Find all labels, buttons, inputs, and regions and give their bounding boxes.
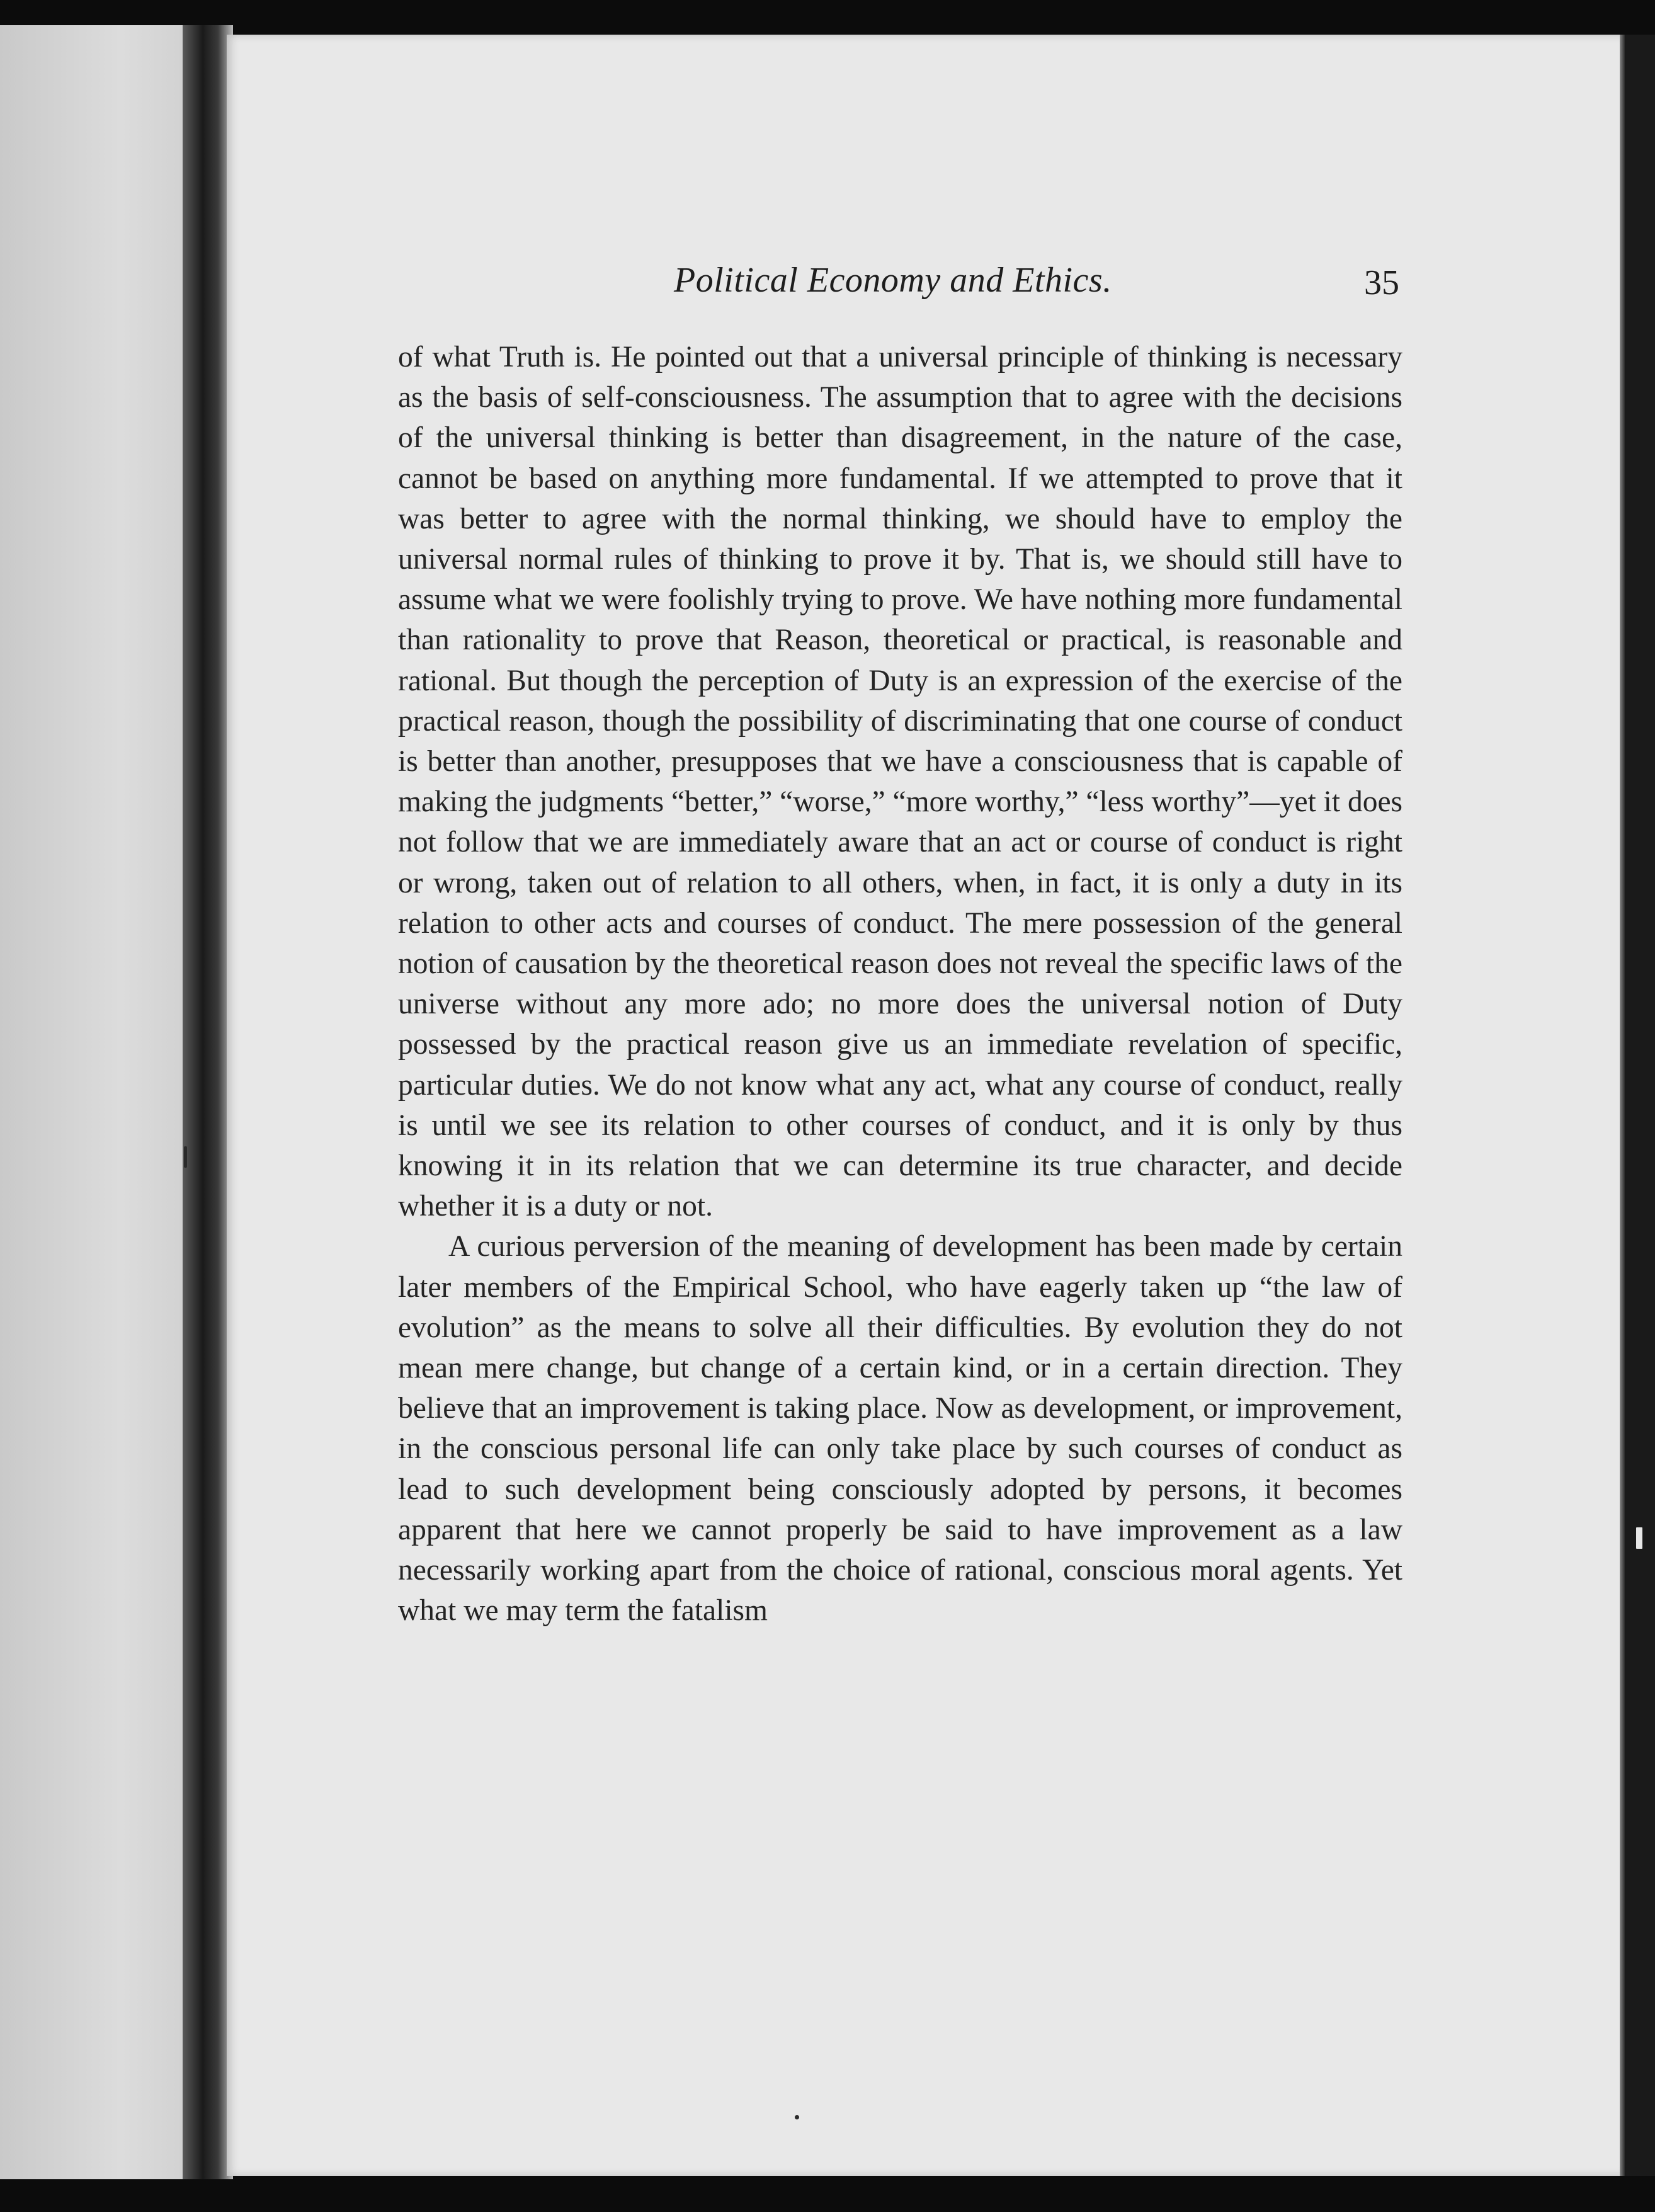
body-text xyxy=(398,337,1402,1631)
print-speck xyxy=(795,2115,799,2119)
running-title: Political Economy and Ethics. xyxy=(674,261,1112,300)
page-edge-line xyxy=(1620,35,1625,2176)
scan-border-right xyxy=(1625,35,1655,2176)
book-gutter xyxy=(183,25,233,2179)
print-speck xyxy=(1636,1527,1642,1549)
print-speck xyxy=(184,1146,187,1168)
left-page-edge xyxy=(0,25,202,2179)
paragraph-2: A curious perversion of the meaning of development has been made by certain later members of the Empirical School, who have eagerly taken up “the law of evolution” as the means to solve all their difficulties. By evolution they do not mean mere change, but change of a certain kind, or in a certain direction. They believe that an improvement is taking place. Now as development, or improvement, in the conscious personal life can only take place by such courses of conduct as lead to such development being consciously adopted by persons, it becomes apparent that here we cannot properly be said to have improvement as a law necessarily working apart from the choice of rational, conscious moral agents. Yet what we may term the fatalism xyxy=(398,1230,1402,1628)
page-number: 35 xyxy=(1364,263,1399,302)
page-header xyxy=(403,255,1404,324)
paragraph-1: of what Truth is. He pointed out that a universal principle of thinking is necessary as the basis of self-consciousness. The assumption that to agree with the decisions of the universal thinking is better than disagreement, in the nature of the case, cannot be based on anything more fundamental. If we attempted to prove that it was better to agree with the normal thinking, we should have to employ the universal normal rules of thinking to prove it by. That is, we should still have to assume what we were foolishly trying to prove. We have nothing more fundamental than rationality to prove that Reason, theoretical or practical, is reasonable and rational. But though the perception of Duty is an expression of the exercise of the practical reason, though the possibility of discriminating that one course of conduct is better than another, presupposes that we have a consciousness that is capable of making the judgments “better,” “worse,” “more worthy,” “less worthy”—yet it does not follow that we are immediately aware that an act or course of conduct is right or wrong, taken out of relation to all others, when, in fact, it is only a duty in its relation to other acts and courses of conduct. The mere possession of the general notion of causation by the theoretical reason does not reveal the specific laws of the universe without any more ado; no more does the universal notion of Duty possessed by the practical reason give us an immediate revelation of specific, particular duties. We do not know what any act, what any course of conduct, really is until we see its relation to other courses of conduct, and it is only by thus knowing it in its relation that we can determine its true character, and decide whether it is a duty or not. xyxy=(398,341,1403,1223)
